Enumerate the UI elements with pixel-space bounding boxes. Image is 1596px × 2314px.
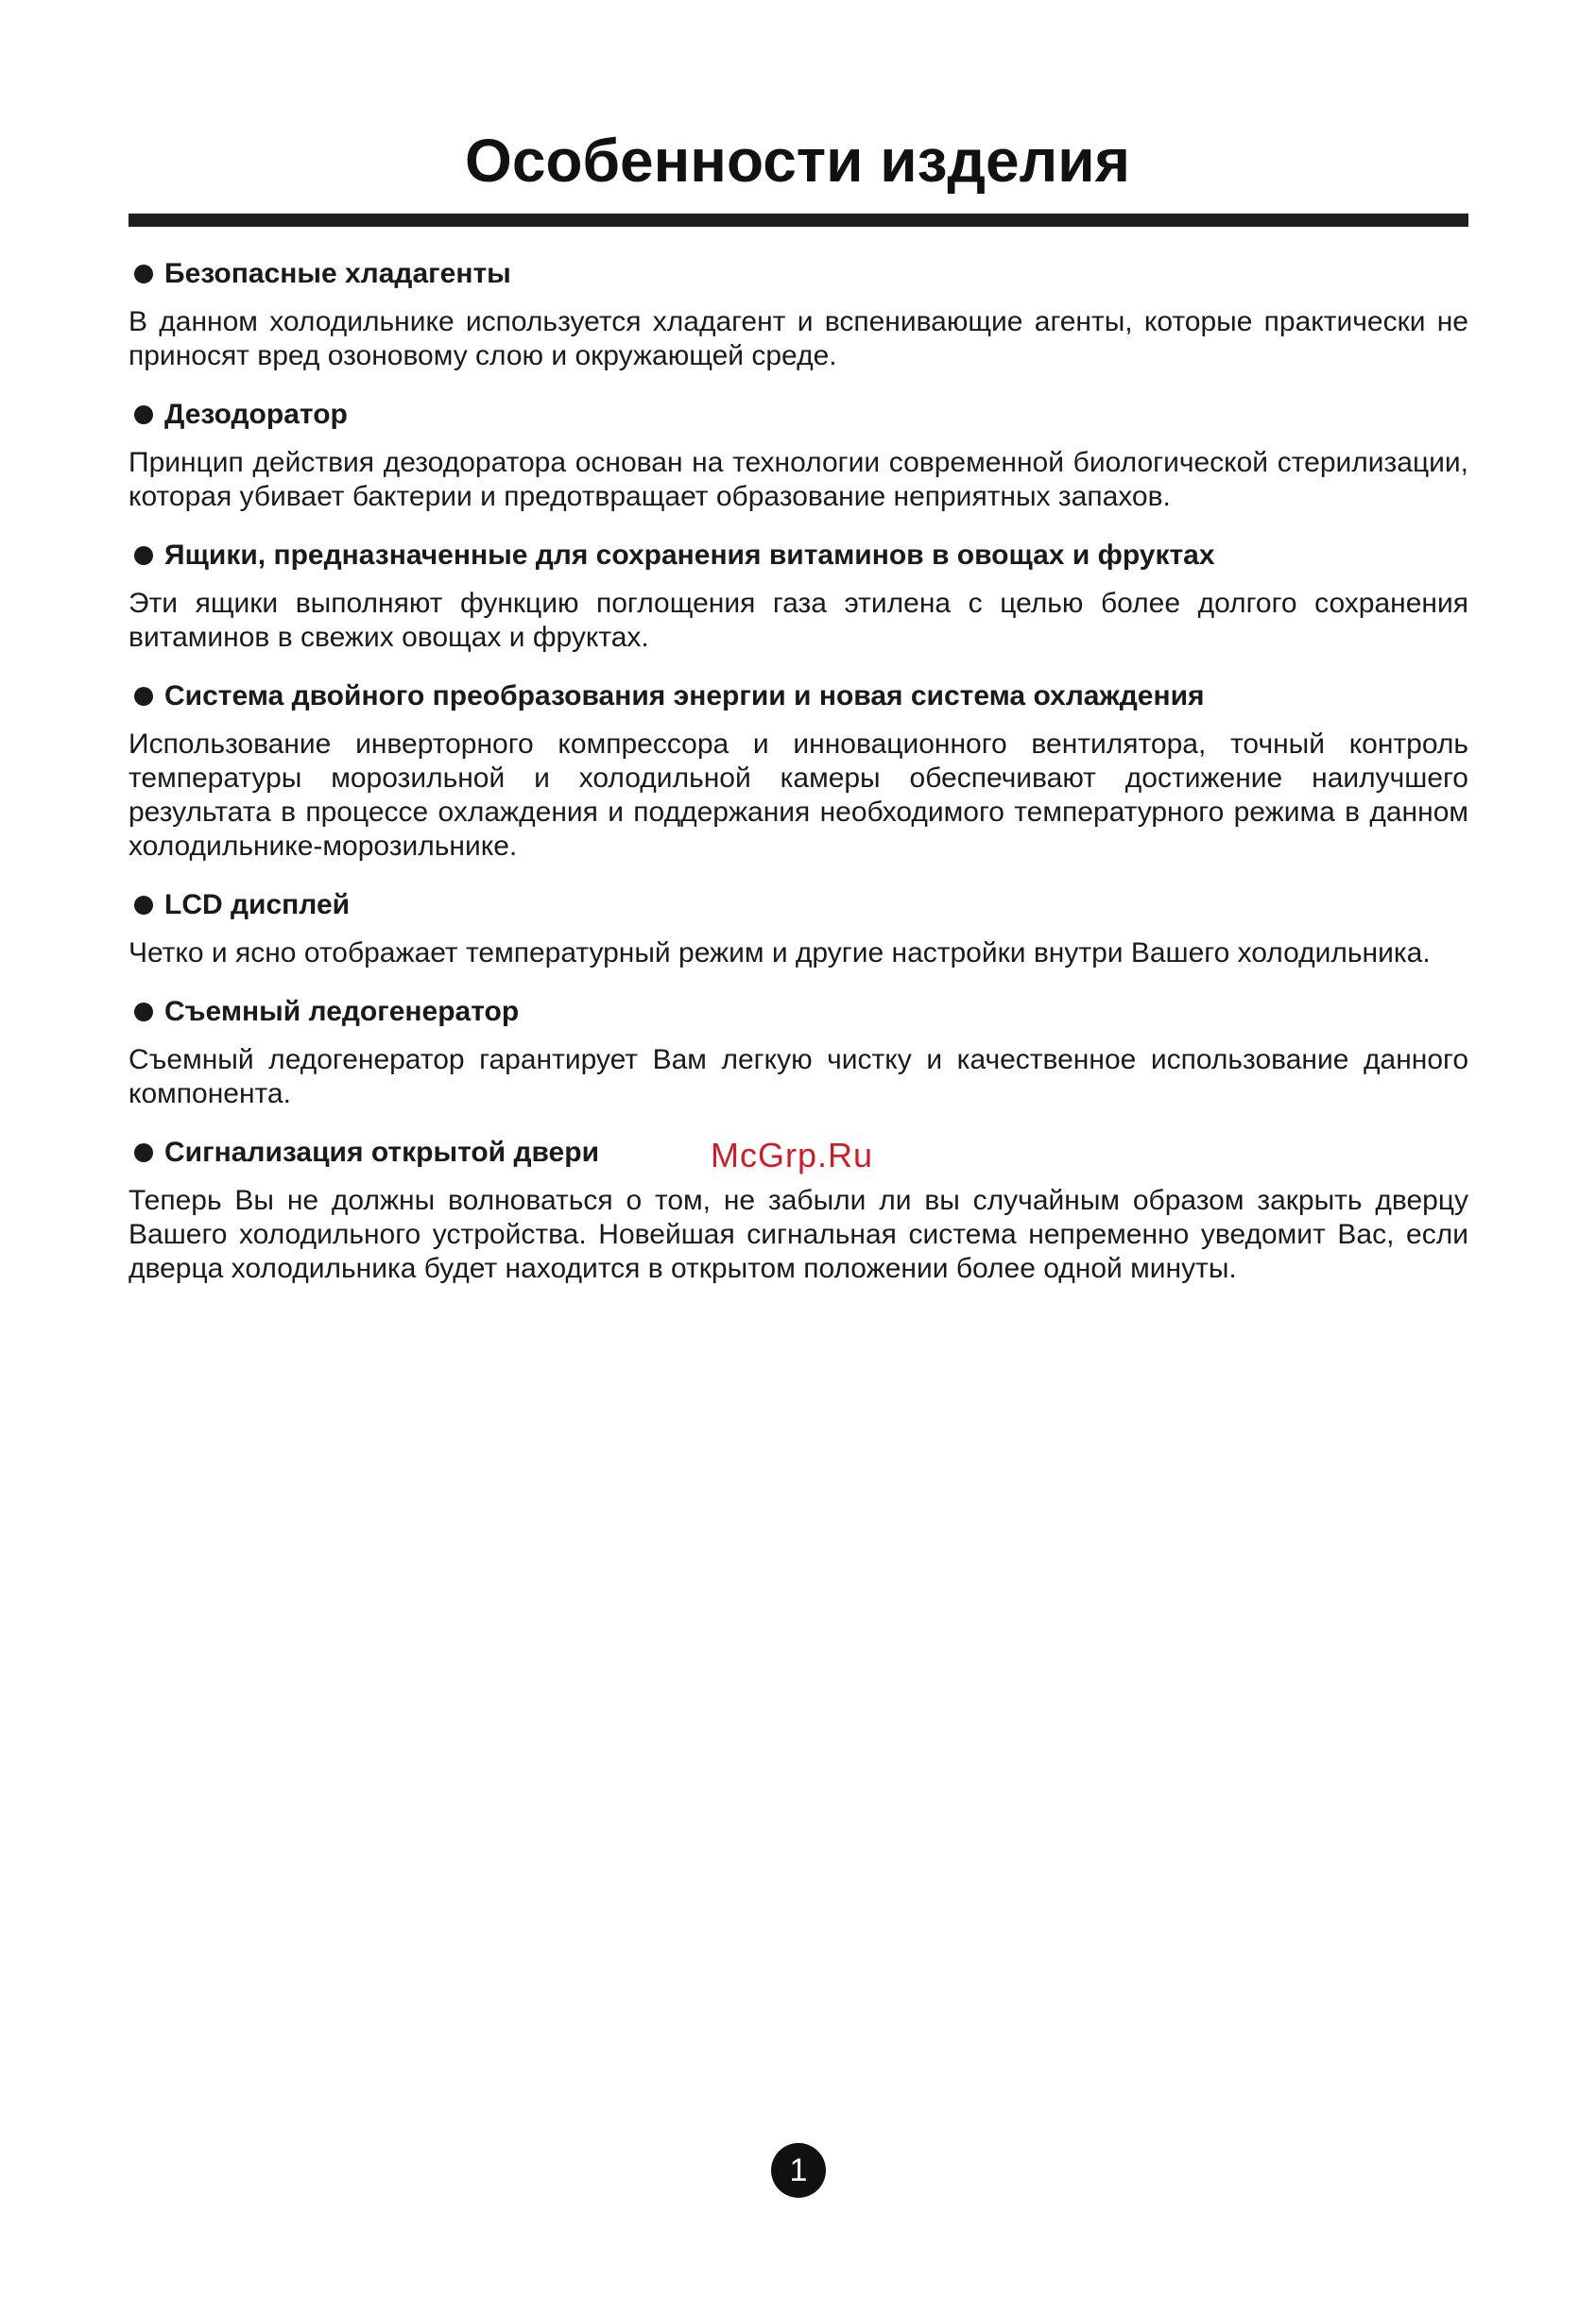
section-paragraph: Использование инверторного компрессора и инновационного вентилятора, точный контроль температуры морозильной и холодильной камеры обеспечивают достижение наилучшего результата в процессе охлаждения и поддержания необходимого температурного режима в данном холодильнике-морозильнике. xyxy=(129,728,1468,862)
bullet-icon xyxy=(134,405,153,424)
section-paragraph: Эти ящики выполняют функцию поглощения газа этилена с целью более долгого сохранения витаминов в свежих овощах и фруктах. xyxy=(129,588,1468,653)
feature-section-lcd-display xyxy=(129,884,1468,970)
section-heading-text: Дезодоратор xyxy=(164,399,348,430)
page-number-badge: 1 xyxy=(771,2143,826,2198)
section-heading xyxy=(129,884,1468,926)
section-heading xyxy=(129,535,1468,576)
section-heading-text: Ящики, предназначенные для сохранения витаминов в овощах и фруктах xyxy=(164,540,1215,571)
section-heading-text: LCD дисплей xyxy=(164,889,351,920)
section-heading-text: Сигнализация открытой двери xyxy=(164,1137,600,1168)
section-heading-text: Съемный ледогенератор xyxy=(164,996,520,1027)
section-heading-text: Система двойного преобразования энергии и новая система охлаждения xyxy=(164,680,1205,711)
feature-section-refrigerants xyxy=(129,253,1468,373)
section-paragraph: Теперь Вы не должны волноваться о том, не забыли ли вы случайным образом закрыть дверцу Вашего холодильного устройства. Новейшая сигнальная система непременно уведомит Вас, если дверца холодильника будет находится в открытом положении более одной минуты. xyxy=(129,1185,1468,1284)
bullet-icon xyxy=(134,687,153,706)
bullet-icon xyxy=(134,265,153,283)
section-paragraph: Съемный ледогенератор гарантирует Вам легкую чистку и качественное использование данного компонента. xyxy=(129,1044,1468,1109)
section-paragraph: В данном холодильнике используется хладагент и вспенивающие агенты, которые практически не приносят вред озоновому слою и окружающей среде. xyxy=(129,306,1468,371)
bullet-icon xyxy=(134,896,153,915)
section-heading xyxy=(129,676,1468,717)
bullet-icon xyxy=(134,546,153,565)
feature-section-energy-cooling xyxy=(129,676,1468,864)
title-rule xyxy=(129,214,1468,227)
section-paragraph: Четко и ясно отображает температурный режим и другие настройки внутри Вашего холодильника. xyxy=(129,937,1431,968)
page-title: Особенности изделия xyxy=(465,127,1130,195)
feature-section-vitamin-drawers xyxy=(129,535,1468,655)
watermark: McGrp.Ru xyxy=(711,1136,874,1174)
bullet-icon xyxy=(134,1143,153,1162)
section-heading xyxy=(129,394,1468,436)
section-heading-text: Безопасные хладагенты xyxy=(164,258,511,289)
feature-section-deodorizer xyxy=(129,394,1468,514)
section-paragraph: Принцип действия дезодоратора основан на технологии современной биологической стерилизации, которая убивает бактерии и предотвращает образование неприятных запахов. xyxy=(129,447,1468,512)
bullet-icon xyxy=(134,1003,153,1021)
section-heading xyxy=(129,991,1468,1033)
section-heading xyxy=(129,253,1468,295)
feature-section-ice-maker xyxy=(129,991,1468,1111)
